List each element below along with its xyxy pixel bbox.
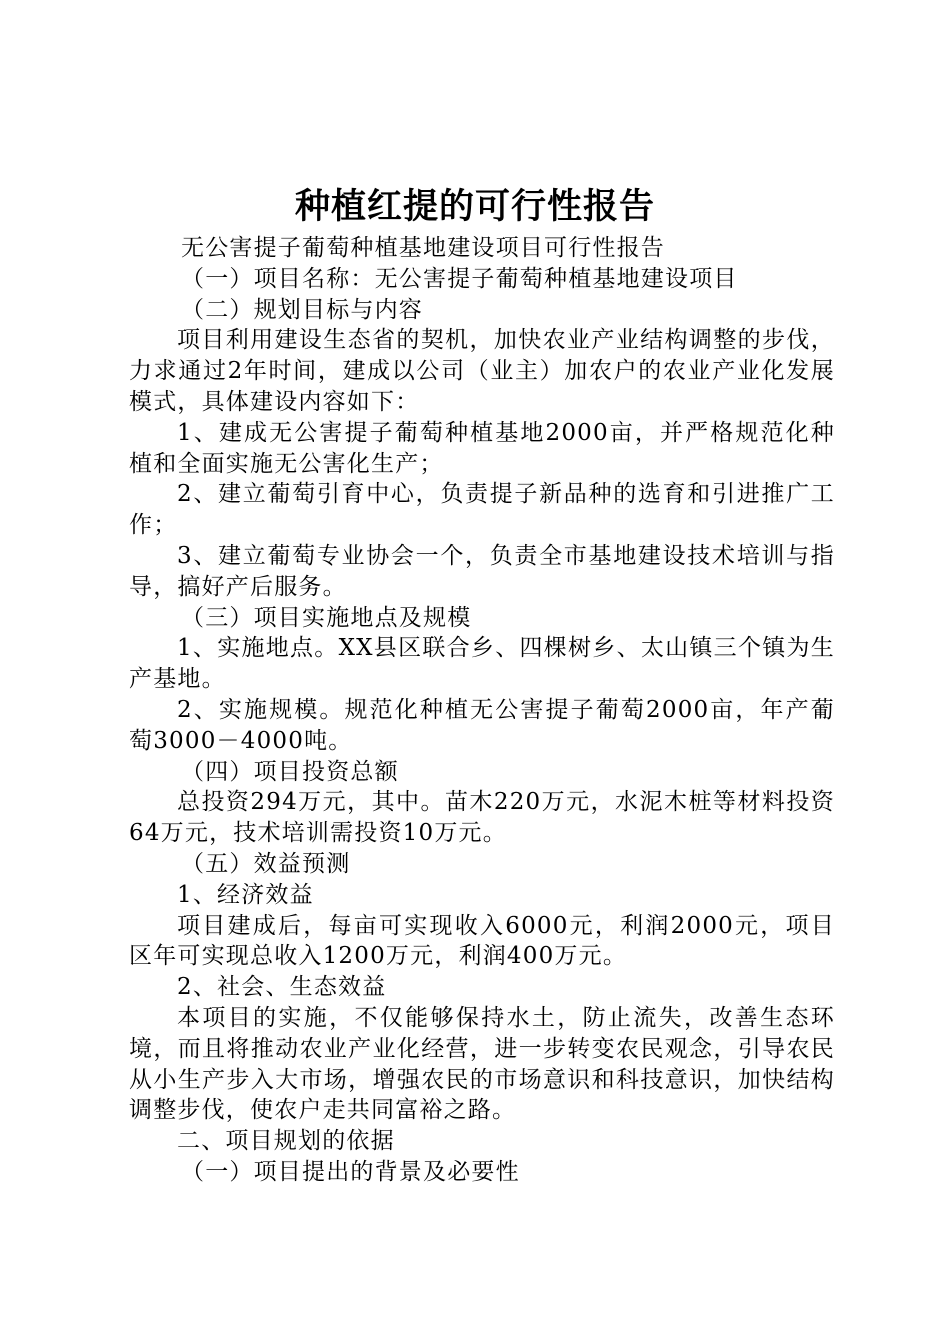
paragraph-project-name: （一）项目名称：无公害提子葡萄种植基地建设项目	[181, 265, 738, 292]
heading-location-scale: （三）项目实施地点及规模	[181, 604, 472, 631]
paragraph-goal-2: 2、建立葡萄引育中心，负责提子新品种的选育和引进推广工作；	[129, 481, 835, 539]
paragraph-investment: 总投资294万元，其中。苗木220万元，水泥木桩等材料投资64万元，技术培训需投资10万元。	[129, 789, 835, 847]
document-body	[129, 233, 835, 1188]
paragraph-location: 1、实施地点。XX县区联合乡、四棵树乡、太山镇三个镇为生产基地。	[129, 635, 835, 693]
heading-planning-basis: 二、项目规划的依据	[177, 1128, 395, 1155]
paragraph-subtitle: 无公害提子葡萄种植基地建设项目可行性报告	[181, 235, 665, 261]
heading-investment: （四）项目投资总额	[181, 758, 399, 785]
paragraph-goal-3: 3、建立葡萄专业协会一个，负责全市基地建设技术培训与指导，搞好产后服务。	[129, 542, 835, 600]
document-title: 种植红提的可行性报告	[294, 187, 655, 227]
heading-economic-benefit: 1、经济效益	[177, 881, 314, 908]
paragraph-economic-benefit: 项目建成后，每亩可实现收入6000元，利润2000元，项目区年可实现总收入1200万元，利润400万元。	[129, 912, 835, 970]
paragraph-planning-goals: 项目利用建设生态省的契机，加快农业产业结构调整的步伐，力求通过2年时间，建成以公司（业主）加农户的农业产业化发展模式，具体建设内容如下：	[129, 327, 835, 415]
heading-background: （一）项目提出的背景及必要性	[181, 1158, 520, 1185]
paragraph-social-benefit: 本项目的实施，不仅能够保持水土，防止流失，改善生态环境，而且将推动农业产业化经营，进一步转变农民观念，引导农民从小生产步入大市场，增强农民的市场意识和科技意识，加快结构调整步伐，使农户走共同富裕之路。	[129, 1004, 835, 1124]
paragraph-scale: 2、实施规模。规范化种植无公害提子葡萄2000亩，年产葡萄3000－4000吨。	[129, 696, 835, 754]
heading-social-benefit: 2、社会、生态效益	[177, 974, 387, 1001]
heading-planning-goals: （二）规划目标与内容	[181, 296, 423, 323]
paragraph-goal-1: 1、建成无公害提子葡萄种植基地2000亩，并严格规范化种植和全面实施无公害化生产；	[129, 419, 835, 477]
heading-benefit-forecast: （五）效益预测	[181, 850, 351, 877]
